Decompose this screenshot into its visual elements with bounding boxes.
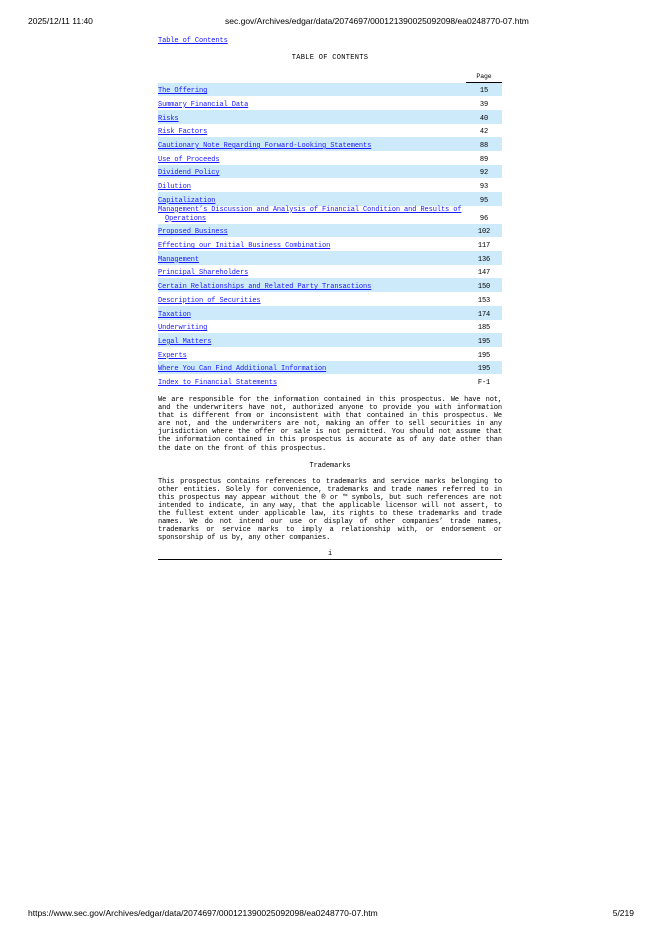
toc-entry-link[interactable]: Effecting our Initial Business Combination xyxy=(158,242,331,251)
table-row xyxy=(158,192,502,206)
page-count: 5/219 xyxy=(612,908,634,918)
toc-entry-page: 195 xyxy=(466,333,502,347)
toc-entry-link[interactable]: Summary Financial Data xyxy=(158,100,249,109)
toc-entry-page: 150 xyxy=(466,278,502,292)
toc-entry-page: 136 xyxy=(466,251,502,265)
toc-entry-link[interactable]: Certain Relationships and Related Party Transactions xyxy=(158,283,372,292)
table-row xyxy=(158,178,502,192)
table-row xyxy=(158,265,502,279)
toc-entry-page: 195 xyxy=(477,351,491,360)
table-row xyxy=(158,292,502,306)
trademarks-paragraph: This prospectus contains references to trademarks and service marks belonging to other entities. Solely for convenience, trademarks and trade names referred to in this prospectus may appear without the ® or ™ symbols, but such references are not intended to indicate, in any way, that the applicable licensor will not assert, to the fullest extent under applicable law, its rights to these trademarks and trade names. We do not intend our use or display of other companies’ trade names, trademarks or service marks to imply a relationship with, or endorsement or sponsorship of us by, any other companies. xyxy=(158,477,502,543)
toc-entry-link[interactable]: Cautionary Note Regarding Forward-Looking Statements xyxy=(158,141,372,150)
table-row xyxy=(158,206,502,224)
document-page xyxy=(158,36,502,560)
table-row xyxy=(158,137,502,151)
toc-entry-link[interactable]: Description of Securities xyxy=(158,296,261,305)
table-row xyxy=(158,165,502,179)
table-row xyxy=(158,151,502,165)
page-column-header: Page xyxy=(466,72,502,83)
toc-entry-page: 153 xyxy=(477,296,491,305)
toc-header-row xyxy=(158,72,502,83)
toc-entry-page: 174 xyxy=(466,306,502,320)
toc-entry-page: 89 xyxy=(479,155,489,164)
print-datetime: 2025/12/11 11:40 xyxy=(28,16,93,26)
toc-entry-page: 117 xyxy=(477,242,491,251)
toc-entry-link[interactable]: Dilution xyxy=(158,183,191,191)
toc-entry-link[interactable]: Use of Proceeds xyxy=(158,155,220,164)
table-row xyxy=(158,320,502,334)
toc-entry-page: 39 xyxy=(479,100,489,109)
page-number: i xyxy=(158,550,502,560)
footer-url: https://www.sec.gov/Archives/edgar/data/2074697/000121390025092098/ea0248770-07.htm xyxy=(28,908,378,918)
toc-entry-link-continued[interactable]: Operations xyxy=(165,214,207,223)
table-row xyxy=(158,96,502,110)
toc-entry-page: 92 xyxy=(466,165,502,179)
toc-entry-page: 96 xyxy=(479,214,489,223)
table-row xyxy=(158,251,502,265)
toc-entry-page: 185 xyxy=(477,324,491,333)
table-row xyxy=(158,124,502,138)
toc-entry-page: 40 xyxy=(466,110,502,124)
toc-entry-link[interactable]: Where You Can Find Additional Information xyxy=(158,365,327,374)
toc-entry-link[interactable]: Principal Shareholders xyxy=(158,269,249,278)
table-row xyxy=(158,83,502,97)
toc-entry-link[interactable]: Experts xyxy=(158,351,187,360)
table-row xyxy=(158,374,502,388)
toc-entry-link[interactable]: The Offering xyxy=(158,87,208,96)
toc-entry-link[interactable]: Risk Factors xyxy=(158,128,208,137)
toc-entry-page: 102 xyxy=(466,224,502,238)
toc-entry-page: 93 xyxy=(479,183,489,191)
table-row xyxy=(158,224,502,238)
responsibility-paragraph: We are responsible for the information contained in this prospectus. We have not, and the underwriters have not, authorized anyone to provide you with information that is different from or inconsistent with that contained in this prospectus. We are not, and the underwriters are not, making an offer to sell securities in any jurisdiction where the offer or sale is not permitted. You should not assume that the information contained in this prospectus is accurate as of any date other than the date on the front of this prospectus. xyxy=(158,395,502,453)
toc-entry-link[interactable]: Legal Matters xyxy=(158,337,212,346)
table-row xyxy=(158,237,502,251)
toc-entry-link[interactable]: Dividend Policy xyxy=(158,169,220,178)
toc-table xyxy=(158,72,502,388)
trademarks-heading: Trademarks xyxy=(309,461,351,470)
table-row xyxy=(158,110,502,124)
toc-entry-link[interactable]: Management xyxy=(158,255,200,264)
toc-entry-page: 42 xyxy=(479,128,489,137)
toc-entry-page: 195 xyxy=(466,361,502,375)
toc-entry-link[interactable]: Risks xyxy=(158,114,179,123)
table-row xyxy=(158,333,502,347)
toc-entry-link[interactable]: Index to Financial Statements xyxy=(158,378,277,387)
toc-entry-link[interactable]: Taxation xyxy=(158,310,191,319)
print-url: sec.gov/Archives/edgar/data/2074697/000121390025092098/ea0248770-07.htm xyxy=(225,16,529,26)
toc-entry-page: 88 xyxy=(466,137,502,151)
toc-entry-link[interactable]: Underwriting xyxy=(158,324,208,333)
toc-entry-link[interactable]: Proposed Business xyxy=(158,228,228,237)
toc-entry-page: 95 xyxy=(466,192,502,206)
table-of-contents-link[interactable]: Table of Contents xyxy=(158,37,228,45)
table-row xyxy=(158,347,502,361)
table-row xyxy=(158,278,502,292)
table-row xyxy=(158,361,502,375)
toc-entry-page: 147 xyxy=(477,269,491,278)
toc-entry-link[interactable]: Capitalization xyxy=(158,196,216,205)
toc-title: TABLE OF CONTENTS xyxy=(291,54,369,62)
table-row xyxy=(158,306,502,320)
toc-entry-page: 15 xyxy=(466,83,502,97)
toc-entry-page: F-1 xyxy=(477,378,491,387)
toc-entry-link[interactable]: Management’s Discussion and Analysis of Financial Condition and Results of xyxy=(158,205,462,214)
